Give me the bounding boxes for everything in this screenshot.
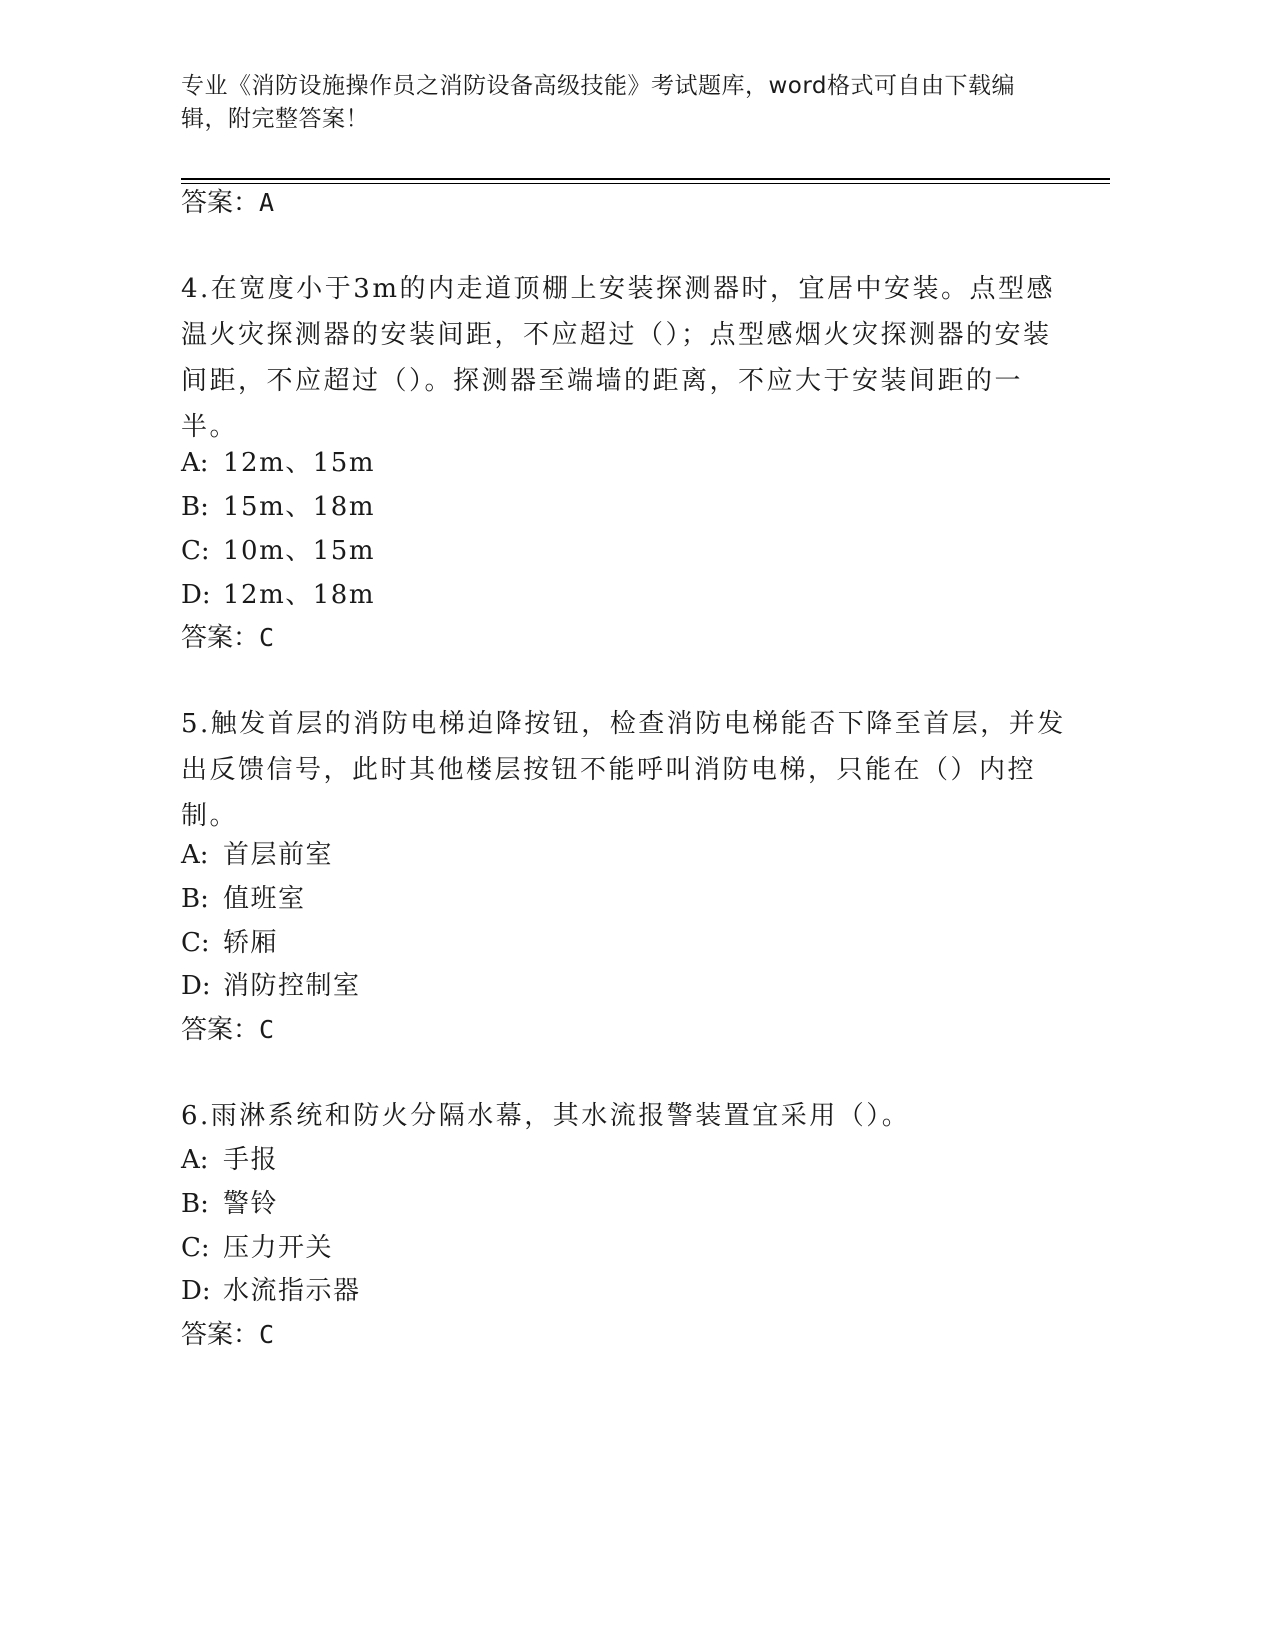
- answer-q3: [181, 185, 274, 221]
- answer-value: C: [259, 1015, 275, 1044]
- answer-value: C: [259, 1320, 275, 1349]
- question-4-text: 4.在宽度小于3m的内走道顶棚上安装探测器时，宜居中安装。点型感温火灾探测器的安装间距，不应超过（）；点型感烟火灾探测器的安装间距，不应超过（）。探测器至端墙的距离，不应大于安装间距的一半。: [181, 274, 1056, 442]
- option-text: 15m、18m: [223, 492, 375, 522]
- option-letter: C:: [181, 536, 210, 566]
- option-4-d: [181, 577, 375, 613]
- option-4-a: [181, 445, 375, 481]
- option-letter: A:: [181, 1145, 209, 1175]
- option-text: 消防控制室: [223, 971, 361, 1001]
- answer-label: 答案：: [181, 1015, 260, 1045]
- option-text: 首层前室: [223, 840, 334, 870]
- answer-label: 答案：: [181, 188, 260, 218]
- document-header: 专业《消防设施操作员之消防设备高级技能》考试题库，word格式可自由下载编辑，附完整答案！: [181, 73, 1016, 132]
- option-text: 10m、15m: [223, 536, 375, 566]
- option-6-c: [181, 1230, 333, 1266]
- option-letter: A:: [181, 840, 209, 870]
- option-letter: B:: [181, 884, 209, 914]
- option-5-b: [181, 881, 306, 917]
- option-letter: C:: [181, 928, 210, 958]
- option-text: 轿厢: [223, 928, 279, 958]
- option-text: 压力开关: [223, 1233, 334, 1263]
- option-letter: B:: [181, 492, 209, 522]
- option-text: 水流指示器: [223, 1276, 361, 1306]
- option-4-c: [181, 533, 375, 569]
- option-letter: A:: [181, 448, 209, 478]
- option-letter: D:: [181, 580, 211, 610]
- answer-label: 答案：: [181, 1320, 260, 1350]
- option-letter: C:: [181, 1233, 210, 1263]
- option-6-d: [181, 1273, 361, 1309]
- answer-q4: [181, 620, 274, 656]
- header-divider-thick: [181, 178, 1110, 180]
- option-text: 12m、18m: [223, 580, 375, 610]
- option-4-b: [181, 489, 375, 525]
- question-5-text: 5.触发首层的消防电梯迫降按钮，检查消防电梯能否下降至首层，并发出反馈信号，此时其他楼层按钮不能呼叫消防电梯，只能在（）内控制。: [181, 709, 1066, 831]
- answer-value: A: [259, 188, 275, 217]
- option-6-a: [181, 1142, 278, 1178]
- answer-q5: [181, 1012, 274, 1048]
- option-letter: B:: [181, 1189, 209, 1219]
- option-text: 值班室: [223, 884, 306, 914]
- answer-q6: [181, 1317, 274, 1353]
- option-text: 警铃: [223, 1189, 279, 1219]
- answer-label: 答案：: [181, 623, 260, 653]
- header-divider-thin: [181, 183, 1110, 184]
- answer-value: C: [259, 623, 275, 652]
- option-5-a: [181, 837, 333, 873]
- option-6-b: [181, 1186, 278, 1222]
- option-5-c: [181, 925, 278, 961]
- option-text: 12m、15m: [223, 448, 375, 478]
- option-letter: D:: [181, 1276, 211, 1306]
- option-5-d: [181, 968, 361, 1004]
- option-letter: D:: [181, 971, 211, 1001]
- option-text: 手报: [223, 1145, 279, 1175]
- question-6-text: 6.雨淋系统和防火分隔水幕，其水流报警装置宜采用（）。: [181, 1101, 911, 1131]
